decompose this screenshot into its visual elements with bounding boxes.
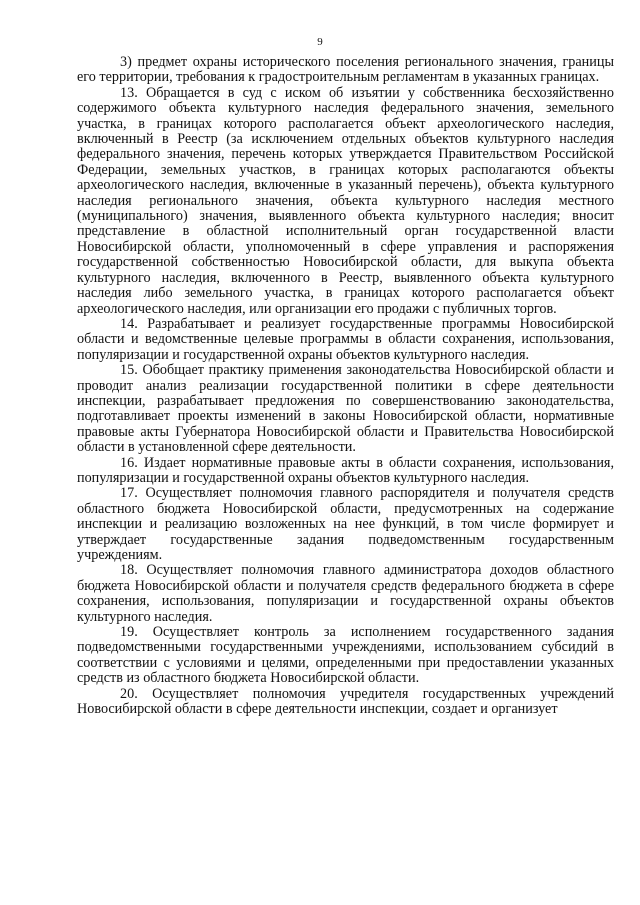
page-number: 9	[317, 36, 323, 48]
paragraph-13: 13. Обращается в суд с иском об изъятии у собственника бесхозяйственно содержимого объекта культурного наследия федерального значения, земельного участка, в границах которого располагается объект археологического наследия, включенный в Реестр (за исключением отдельных объектов культурного наследия федерального значения, перечень которых утверждается Правительством Российской Федерации, земельных участков, в границах которых располагаются объекты археологического наследия, включенные в указанный перечень), объекта культурного наследия регионального значения, объекта культурного наследия местного (муниципального) значения, выявленного объекта культурного наследия; вносит представление в областной исполнительный орган государственной власти Новосибирской области, уполномоченный в сфере управления и распоряжения государственной собственностью Новосибирской области, для выкупа объекта культурного наследия, включенного в Реестр, выявленного объекта культурного наследия либо земельного участка, в границах которого располагается объект археологического наследия, или организации его продажи с публичных торгов.	[77, 84, 614, 317]
paragraph-17: 17. Осуществляет полномочия главного распорядителя и получателя средств областного бюджета Новосибирской области, предусмотренных на содержание инспекции и реализацию возложенных на нее функций, в том числе формирует и утверждает государственные задания подведомственным государственным учреждениям.	[77, 485, 614, 563]
paragraph-15: 15. Обобщает практику применения законодательства Новосибирской области и проводит анализ реализации государственной политики в сфере деятельности инспекции, разрабатывает предложения по совершенствованию законодательства, подготавливает проекты изменений в законы Новосибирской области, нормативные правовые акты Губернатора Новосибирской области и Правительства Новосибирской области в установленной сфере деятельности.	[77, 362, 614, 456]
paragraph-18: 18. Осуществляет полномочия главного администратора доходов областного бюджета Новосибирской области и получателя средств федерального бюджета в сфере сохранения, использования, популяризации и государственной охраны объектов культурного наследия.	[77, 562, 614, 625]
paragraph-item-3: 3) предмет охраны исторического поселения регионального значения, границы его территории, требования к градостроительным регламентам в указанных границах.	[77, 54, 614, 86]
document-body	[77, 55, 614, 717]
paragraph-20: 20. Осуществляет полномочия учредителя государственных учреждений Новосибирской области в сфере деятельности инспекции, создает и организует	[77, 685, 614, 718]
paragraph-14: 14. Разрабатывает и реализует государственные программы Новосибирской области и ведомственные целевые программы в области сохранения, использования, популяризации и государственной охраны объектов культурного наследия.	[77, 315, 614, 363]
paragraph-19: 19. Осуществляет контроль за исполнением государственного задания подведомственными государственными учреждениями, использованием субсидий в соответствии с условиями и целями, определенными при предоставлении указанных средств из областного бюджета Новосибирской области.	[77, 624, 614, 687]
paragraph-16: 16. Издает нормативные правовые акты в области сохранения, использования, популяризации и государственной охраны объектов культурного наследия.	[77, 454, 614, 486]
